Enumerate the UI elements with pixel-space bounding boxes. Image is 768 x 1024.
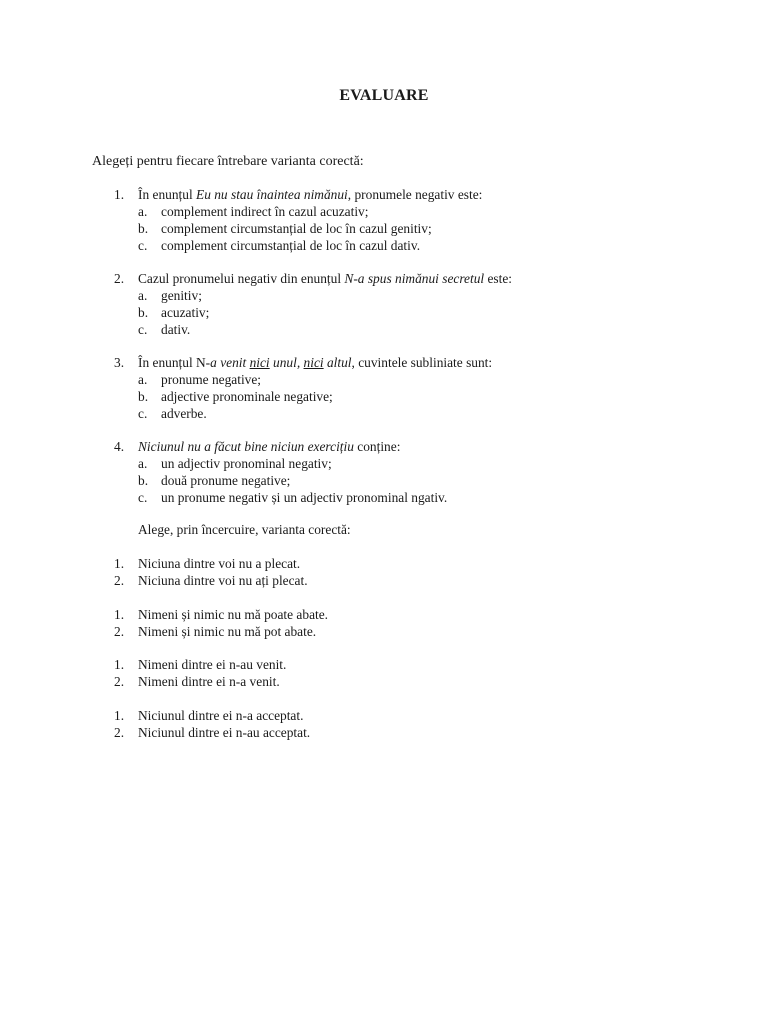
question-number: 3. (114, 355, 125, 370)
question-4 (0, 438, 768, 506)
option-letter: a. (138, 204, 148, 219)
option-a (0, 455, 768, 472)
question-1 (0, 186, 768, 254)
option-b (0, 388, 768, 405)
item-number: 2. (114, 573, 125, 588)
question-3 (0, 354, 768, 422)
list-item (0, 656, 768, 673)
option-text: complement circumstanțial de loc în cazul genitiv; (161, 221, 432, 236)
option-text: două pronume negative; (161, 473, 291, 488)
question-text: În enunțul N-a venit nici unul, nici altul, cuvintele subliniate sunt: (138, 355, 493, 370)
option-letter: c. (138, 406, 148, 421)
option-c (0, 237, 768, 254)
option-a (0, 371, 768, 388)
list-item (0, 606, 768, 623)
section-instructions: Alege, prin încercuire, varianta corectă: (138, 522, 351, 537)
item-number: 1. (114, 556, 125, 571)
option-text: un pronume negativ și un adjectiv pronominal ngativ. (161, 490, 448, 505)
option-letter: a. (138, 372, 148, 387)
option-b (0, 472, 768, 489)
option-c (0, 321, 768, 338)
option-b (0, 304, 768, 321)
option-text: complement circumstanțial de loc în cazul dativ. (161, 238, 421, 253)
question-number: 4. (114, 439, 125, 454)
list-item (0, 555, 768, 572)
list-item (0, 623, 768, 640)
option-c (0, 489, 768, 506)
item-text: Nimeni dintre ei n-au venit. (138, 657, 287, 672)
option-letter: b. (138, 389, 149, 404)
option-letter: c. (138, 238, 148, 253)
list-item (0, 572, 768, 589)
underlined-word: nici (249, 355, 270, 370)
item-number: 1. (114, 708, 125, 723)
question-text: Cazul pronumelui negativ din enunțul N-a spus nimănui secretul este: (138, 271, 513, 286)
item-number: 1. (114, 607, 125, 622)
option-letter: c. (138, 322, 148, 337)
option-letter: b. (138, 305, 149, 320)
instructions: Alegeți pentru fiecare întrebare varianta corectă: (92, 154, 364, 169)
page-title: EVALUARE (339, 87, 429, 104)
option-letter: b. (138, 473, 149, 488)
option-text: dativ. (161, 322, 191, 337)
item-text: Niciuna dintre voi nu a plecat. (138, 556, 301, 571)
option-text: un adjectiv pronominal negativ; (161, 456, 332, 471)
option-text: acuzativ; (161, 305, 210, 320)
question-number: 2. (114, 271, 125, 286)
option-a (0, 203, 768, 220)
item-text: Niciunul dintre ei n-a acceptat. (138, 708, 304, 723)
choice-pair-3 (0, 656, 768, 690)
item-number: 2. (114, 725, 125, 740)
item-text: Nimeni și nimic nu mă pot abate. (138, 624, 317, 639)
question-text: În enunțul Eu nu stau înaintea nimănui, pronumele negativ este: (138, 187, 483, 202)
option-text: adjective pronominale negative; (161, 389, 333, 404)
list-item (0, 724, 768, 741)
option-b (0, 220, 768, 237)
item-number: 1. (114, 657, 125, 672)
option-text: complement indirect în cazul acuzativ; (161, 204, 369, 219)
option-a (0, 287, 768, 304)
option-c (0, 405, 768, 422)
option-letter: b. (138, 221, 149, 236)
item-number: 2. (114, 674, 125, 689)
option-text: adverbe. (161, 406, 207, 421)
option-text: pronume negative; (161, 372, 262, 387)
option-letter: a. (138, 456, 148, 471)
question-text: Niciunul nu a făcut bine niciun exercițiu conține: (138, 439, 401, 454)
option-letter: c. (138, 490, 148, 505)
item-number: 2. (114, 624, 125, 639)
item-text: Niciuna dintre voi nu ați plecat. (138, 573, 308, 588)
choice-pair-1 (0, 555, 768, 589)
item-text: Nimeni și nimic nu mă poate abate. (138, 607, 329, 622)
item-text: Niciunul dintre ei n-au acceptat. (138, 725, 311, 740)
option-letter: a. (138, 288, 148, 303)
question-number: 1. (114, 187, 125, 202)
option-text: genitiv; (161, 288, 202, 303)
choice-pair-2 (0, 606, 768, 640)
item-text: Nimeni dintre ei n-a venit. (138, 674, 280, 689)
list-item (0, 673, 768, 690)
underlined-word: nici (303, 355, 324, 370)
choice-pair-4 (0, 707, 768, 741)
question-2 (0, 270, 768, 338)
list-item (0, 707, 768, 724)
